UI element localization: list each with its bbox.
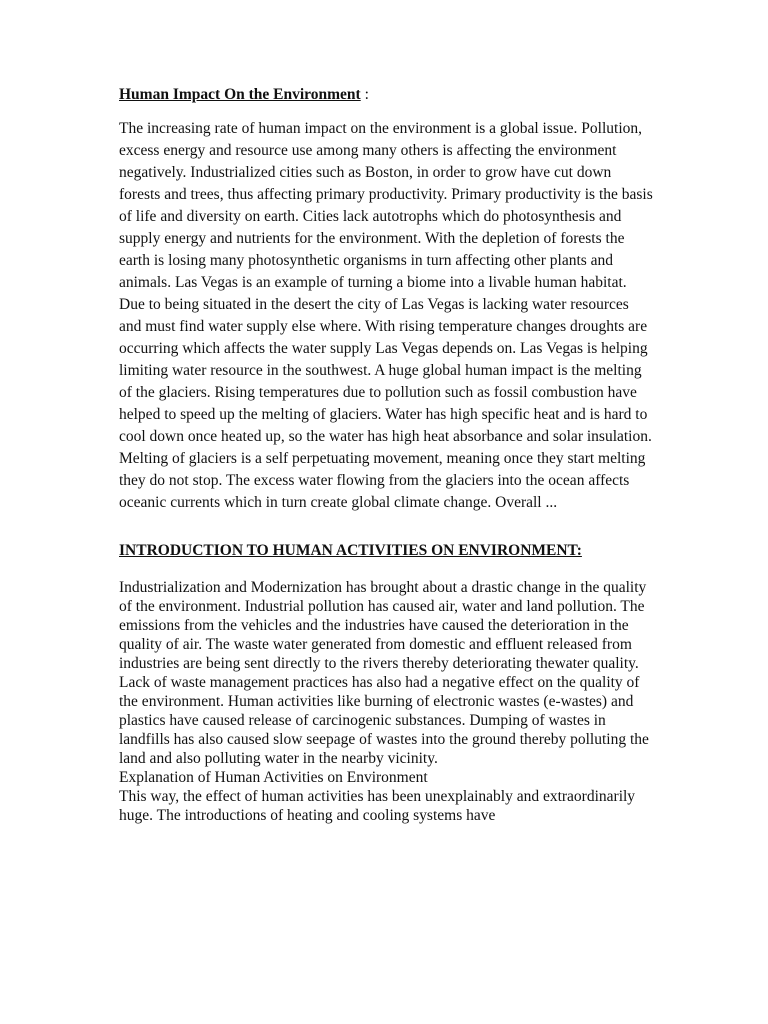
paragraph-1: The increasing rate of human impact on the environment is a global issue. Pollution, excess energy and resource use among many others is affecting the environment negatively. Industrialized cities such as Boston, in order to grow have cut down forests and trees, thus affecting primary productivity. Primary productivity is the basis of life and diversity on earth. Cities lack autotrophs which do photosynthesis and supply energy and nutrients for the environment. With the depletion of forests the earth is losing many photosynthetic organisms in turn affecting other plants and animals. Las Vegas is an example of turning a biome into a livable human habitat. Due to being situated in the desert the city of Las Vegas is lacking water resources and must find water supply else where. With rising temperature changes droughts are occurring which affects the water supply Las Vegas depends on. Las Vegas is helping limiting water resource in the southwest. A huge global human impact is the melting of the glaciers. Rising temperatures due to pollution such as fossil combustion have helped to speed up the melting of glaciers. Water has high specific heat and is hard to cool down once heated up, so the water has high heat absorbance and solar insulation. Melting of glaciers is a self perpetuating movement, meaning once they start melting they do not stop. The excess water flowing from the glaciers into the ocean affects oceanic currents which in turn create global climate change. Overall ... xyxy=(119,120,653,511)
paragraph-2: Industrialization and Modernization has brought about a drastic change in the quality of the environment. Industrial pollution has caused air, water and land pollution. The emissions from the vehicles and the industries have caused the deterioration in the quality of air. The waste water generated from domestic and effluent released from industries are being sent directly to the rivers thereby deteriorating thewater quality. Lack of waste management practices has also had a negative effect on the quality of the environment. Human activities like burning of electronic wastes (e-wastes) and plastics have caused release of carcinogenic substances. Dumping of wastes in landfills has also caused slow seepage of wastes into the ground thereby polluting the land and also polluting water in the nearby vicinity. xyxy=(119,579,649,767)
title-line xyxy=(119,84,655,106)
document-title: Human Impact On the Environment xyxy=(119,86,361,103)
title-suffix: : xyxy=(360,86,369,103)
document-page xyxy=(119,84,655,825)
subheading: Explanation of Human Activities on Environment xyxy=(119,769,428,786)
section-heading: INTRODUCTION TO HUMAN ACTIVITIES ON ENVIRONMENT: xyxy=(119,542,582,559)
paragraph-3: This way, the effect of human activities has been unexplainably and extraordinarily huge. The introductions of heating and cooling systems have xyxy=(119,788,636,824)
